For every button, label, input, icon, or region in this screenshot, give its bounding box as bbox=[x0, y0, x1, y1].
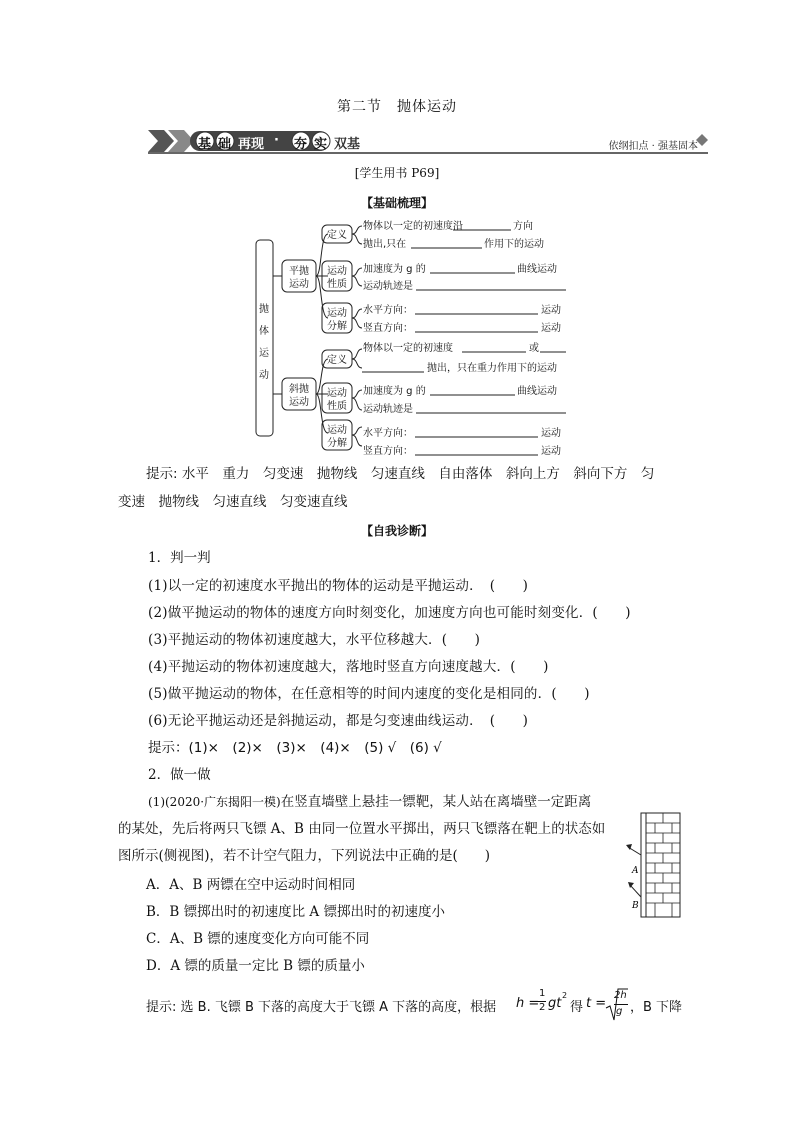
option-a: A．A、B 两镖在空中运动时间相同 bbox=[146, 877, 356, 893]
b1-prop-line1: 加速度为 g 的 bbox=[363, 264, 426, 275]
label-b: B bbox=[632, 901, 639, 911]
dart-wall-figure bbox=[620, 811, 682, 919]
b1-dec-line1b: 运动 bbox=[541, 305, 561, 316]
banner-char-4: · bbox=[274, 133, 279, 148]
b1-def-label: 定义 bbox=[327, 230, 347, 241]
final-hint-part2: ，B 下降 bbox=[630, 1000, 683, 1015]
b2-def-line1b: 或 bbox=[529, 343, 539, 354]
b1-dec-line2b: 运动 bbox=[541, 323, 561, 334]
banner-char-1: 基 bbox=[198, 137, 212, 152]
sqrt-frac-bar bbox=[614, 1004, 628, 1005]
b2-prop-line2: 运动轨迹是 bbox=[363, 404, 413, 415]
banner-char-6: 实 bbox=[314, 137, 328, 152]
b2-prop-label1: 运动 bbox=[327, 388, 347, 399]
t-equals: t = bbox=[586, 996, 607, 1011]
final-hint-part1: 提示: 选 B. 飞镖 B 下落的高度大于飞镖 A 下落的高度，根据 bbox=[146, 1000, 497, 1015]
b1-def-line1b: 方向 bbox=[513, 221, 533, 232]
q2-line2: 的某处，先后将两只飞镖 A、B 由同一位置水平掷出，两只飞镖落在靶上的状态如 bbox=[118, 821, 606, 837]
superscript-2: 2 bbox=[562, 991, 568, 1000]
banner-char-7: 双基 bbox=[334, 137, 361, 152]
b2-def-line1: 物体以一定的初速度 bbox=[363, 343, 453, 354]
b2-dec-line2b: 运动 bbox=[541, 446, 561, 457]
student-book-ref: [学生用书 P69] bbox=[354, 166, 440, 180]
b1-prop-label2: 性质 bbox=[327, 279, 347, 290]
h-equals: h = bbox=[516, 996, 540, 1011]
option-d: D．A 镖的质量一定比 B 镖的质量小 bbox=[146, 958, 365, 974]
judge-item-4: (4)平抛运动的物体初速度越大，落地时竖直方向速度越大．( ) bbox=[148, 659, 549, 675]
branch1-line1: 平抛 bbox=[289, 266, 309, 277]
section-self-diagnosis: 【自我诊断】 bbox=[360, 524, 433, 538]
q2-line1 bbox=[148, 792, 688, 812]
b2-dec-label1: 运动 bbox=[327, 425, 347, 436]
hint1-line2: 变速 抛物线 匀速直线 匀变速直线 bbox=[118, 494, 348, 510]
judge-item-6: (6)无论平抛运动还是斜抛运动，都是匀变速曲线运动． ( ) bbox=[148, 713, 529, 729]
sqrt-den: g bbox=[616, 1006, 623, 1017]
b2-dec-line1: 水平方向： bbox=[363, 428, 413, 439]
b2-prop-line1: 加速度为 g 的 bbox=[363, 386, 426, 397]
root-char-1: 抛 bbox=[259, 304, 269, 315]
b2-prop-label2: 性质 bbox=[327, 401, 347, 412]
sqrt-num: 2h bbox=[614, 990, 627, 1001]
section-banner bbox=[148, 128, 708, 154]
banner-char-2: 础 bbox=[218, 137, 232, 152]
b1-prop-line1b: 曲线运动 bbox=[517, 264, 557, 275]
q2-title: 2．做一做 bbox=[148, 767, 211, 783]
b2-def-line2b: 抛出，只在重力作用下的运动 bbox=[427, 363, 557, 374]
b1-prop-label1: 运动 bbox=[327, 266, 347, 277]
q2-line1-text: 在竖直墙壁上悬挂一镖靶，某人站在离墙壁一定距离 bbox=[280, 794, 592, 810]
root-box bbox=[256, 240, 273, 436]
root-char-2: 体 bbox=[259, 326, 269, 337]
b1-prop-line2: 运动轨迹是 bbox=[363, 281, 413, 292]
judge-item-3: (3)平抛运动的物体初速度越大，水平位移越大．( ) bbox=[148, 632, 481, 648]
judge-item-5: (5)做平抛运动的物体，在任意相等的时间内速度的变化是相同的．( ) bbox=[148, 686, 590, 702]
b2-dec-label2: 分解 bbox=[327, 438, 347, 449]
option-b: B．B 镖掷出时的初速度比 A 镖掷出时的初速度小 bbox=[146, 904, 445, 920]
b2-def-label: 定义 bbox=[327, 355, 347, 366]
final-hint bbox=[118, 988, 688, 1028]
q2-source: (1)(2020·广东揭阳一模) bbox=[148, 795, 281, 809]
hint1-line1: 提示: 水平 重力 匀变速 抛物线 匀速直线 自由落体 斜向上方 斜向下方 匀 bbox=[146, 466, 655, 482]
b1-def-line1: 物体以一定的初速度沿 bbox=[363, 221, 463, 232]
gt-term: gt bbox=[548, 996, 562, 1011]
b1-dec-line1: 水平方向： bbox=[363, 305, 413, 316]
branch2-line2: 运动 bbox=[289, 397, 309, 408]
branch1-line2: 运动 bbox=[289, 279, 309, 290]
b1-def-line2: 抛出,只在 bbox=[363, 239, 407, 250]
b2-prop-line1b: 曲线运动 bbox=[517, 386, 557, 397]
q2-line3: 图所示(侧视图)，若不计空气阻力，下列说法中正确的是( ) bbox=[118, 848, 491, 864]
root-char-4: 动 bbox=[259, 370, 269, 381]
banner-char-5: 夯 bbox=[294, 137, 308, 152]
judge-item-2: (2)做平抛运动的物体的速度方向时刻变化，加速度方向也可能时刻变化．( ) bbox=[148, 605, 631, 621]
section-basic-review: 【基础梳理】 bbox=[360, 196, 433, 210]
b1-dec-label1: 运动 bbox=[327, 308, 347, 319]
dart-b bbox=[630, 885, 641, 897]
frac-half-num: 1 bbox=[539, 988, 546, 999]
b1-dec-label2: 分解 bbox=[327, 321, 347, 332]
b1-dec-line2: 竖直方向： bbox=[363, 323, 413, 334]
banner-right-text: 依纲扣点 · 强基固本 bbox=[608, 141, 698, 152]
judge-hint: 提示：(1)× (2)× (3)× (4)× (5) √ (6) √ bbox=[148, 740, 442, 756]
b1-def-line2b: 作用下的运动 bbox=[484, 239, 544, 250]
q1-title: 1．判一判 bbox=[148, 550, 211, 566]
frac-half-den: 2 bbox=[539, 1002, 546, 1013]
b2-dec-line2: 竖直方向： bbox=[363, 446, 413, 457]
de-word: 得 bbox=[570, 1000, 584, 1015]
concept-diagram bbox=[252, 218, 582, 457]
page-title: 第二节 抛体运动 bbox=[337, 99, 457, 115]
judge-item-1: (1)以一定的初速度水平抛出的物体的运动是平抛运动． ( ) bbox=[148, 578, 529, 594]
label-a: A bbox=[632, 866, 639, 876]
root-char-3: 运 bbox=[259, 348, 269, 359]
option-c: C．A、B 镖的速度变化方向可能不同 bbox=[146, 931, 370, 947]
branch2-line1: 斜抛 bbox=[289, 384, 309, 395]
banner-underline bbox=[148, 152, 708, 154]
b2-dec-line1b: 运动 bbox=[541, 428, 561, 439]
banner-char-3: 再现 bbox=[238, 137, 265, 152]
